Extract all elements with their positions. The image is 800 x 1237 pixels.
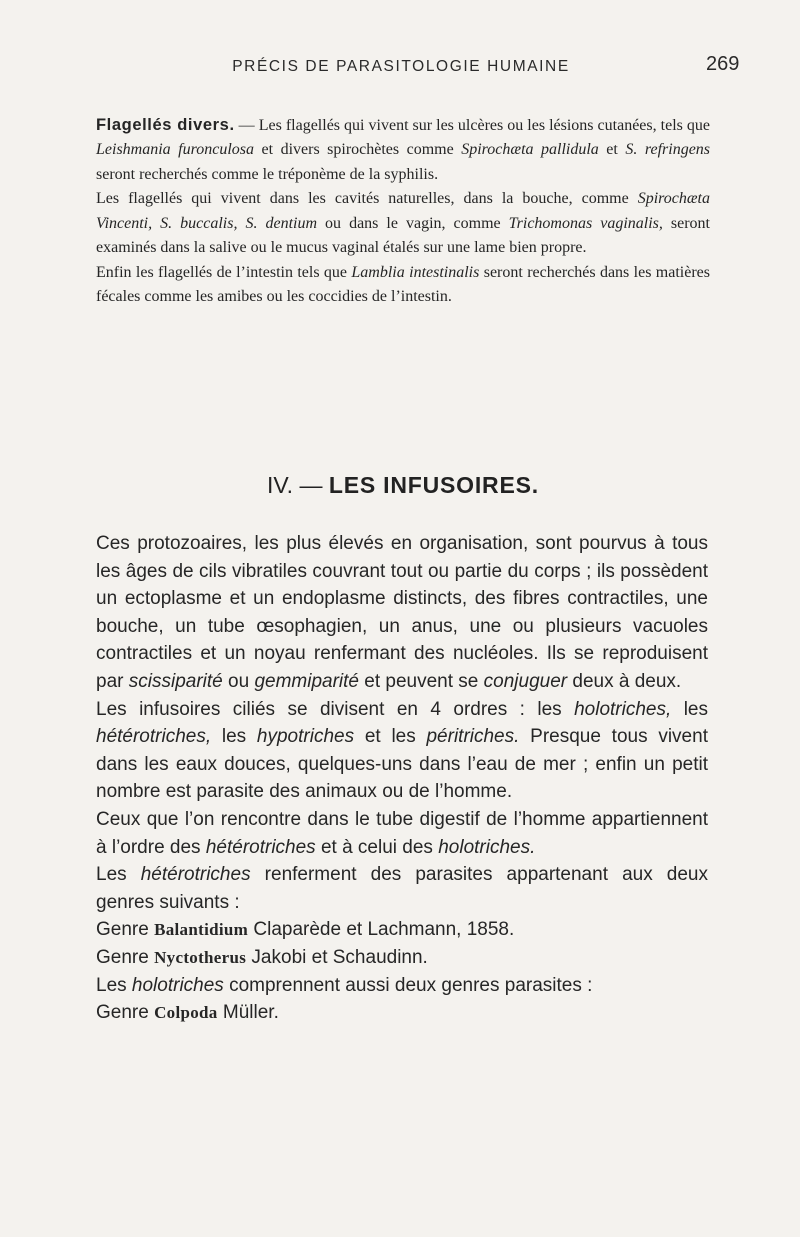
infusoires-paragraph-7: [96, 972, 708, 1000]
genus-name: Nyctotherus: [154, 947, 247, 967]
italic-term: hétérotriches: [140, 864, 251, 886]
italic-term: conjuguer: [483, 670, 568, 692]
infusoires-paragraph-4: [96, 861, 708, 916]
italic-term: hypotriches: [256, 726, 355, 748]
italic-term: Spirochæta pallidula: [461, 141, 599, 159]
page-number: 269: [706, 53, 740, 75]
italic-term: gemmiparité: [254, 670, 359, 692]
italic-term: Spirochæta Vincenti, S. buccalis, S. dentium: [96, 190, 710, 232]
italic-term: S. refringens: [625, 141, 711, 159]
text-run: seront examinés dans la salive ou le mucus vaginal étalés sur une lame bien propre.: [96, 214, 711, 257]
text-run: Les: [96, 974, 132, 996]
flagelles-paragraph-3: [96, 261, 710, 310]
text-run: Jakobi et Schaudinn.: [246, 946, 428, 968]
text-run: Presque tous vivent dans les eaux douces, quelques-uns dans l’eau de mer ; enfin un petit nombre est parasite des animaux ou de l’homme.: [96, 726, 708, 803]
italic-term: Lamblia intestinalis: [351, 263, 480, 281]
flagelles-section: [96, 113, 710, 310]
italic-term: Leishmania furonculosa: [96, 141, 255, 159]
text-run: et à celui des: [315, 836, 439, 858]
genus-name: Colpoda: [154, 1003, 218, 1023]
italic-term: hétérotriches,: [96, 726, 212, 748]
section-number: IV. —: [267, 472, 323, 498]
flagelles-paragraph-2: [96, 187, 710, 260]
text-run: Genre: [96, 1002, 155, 1024]
text-run: seront recherchés dans les matières fécales comme les amibes ou les coccidies de l’intestin.: [96, 263, 710, 306]
italic-term: scissiparité: [128, 670, 223, 692]
text-run: comprennent aussi deux genres parasites :: [223, 974, 593, 996]
text-run: ou: [222, 670, 255, 692]
running-header: PRÉCIS DE PARASITOLOGIE HUMAINE: [232, 58, 570, 75]
italic-term: péritriches.: [426, 726, 520, 748]
text-run: — Les flagellés qui vivent sur les ulcères ou les lésions cutanées, tels que: [234, 117, 711, 134]
flagelles-lead: Flagellés divers.: [96, 116, 235, 134]
text-run: et: [598, 141, 626, 159]
infusoires-paragraph-2: [96, 696, 708, 806]
text-run: Claparède et Lachmann, 1858.: [248, 919, 515, 941]
text-run: et peuvent se: [358, 670, 484, 692]
section-title: LES INFUSOIRES.: [328, 472, 539, 498]
text-run: Les flagellés qui vivent dans les cavités naturelles, dans la bouche, comme: [96, 190, 638, 208]
text-run: Les infusoires ciliés se divisent en 4 ordres : les: [96, 698, 575, 720]
text-run: ou dans le vagin, comme: [317, 214, 509, 232]
text-run: Ces protozoaires, les plus élevés en organisation, sont pourvus à tous les âges de cils vibratiles couvrant tout ou partie du corps ; ils possèdent un ectoplasme et un endoplasme distincts, des fibres contractiles, une bouche, un tube œsophagien, un anus, une ou plusieurs vacuoles contractiles et un noyau renfermant des nucléoles. Ils se reproduisent par: [96, 533, 708, 692]
genus-balantidium-line: [96, 916, 708, 944]
text-run: les: [671, 698, 708, 720]
section-heading: [0, 472, 800, 499]
text-run: Enfin les flagellés de l’intestin tels que: [96, 263, 352, 281]
infusoires-paragraph-3: [96, 806, 708, 861]
text-run: Genre: [96, 919, 155, 941]
genus-nyctotherus-line: [96, 944, 708, 972]
text-run: Ceux que l’on rencontre dans le tube digestif de l’homme appartiennent à l’ordre des: [96, 808, 708, 858]
italic-term: holotriches,: [574, 698, 672, 720]
italic-term: hétérotriches: [205, 836, 316, 858]
infusoires-paragraph-1: [96, 530, 708, 696]
flagelles-paragraph-1: [96, 113, 710, 187]
text-run: Les: [96, 864, 141, 886]
italic-term: holotriches.: [438, 836, 536, 858]
text-run: les: [211, 726, 257, 748]
genus-name: Balantidium: [154, 920, 249, 940]
text-run: renferment des parasites appartenant aux deux genres suivants :: [96, 864, 708, 913]
text-run: seront recherchés comme le tréponème de la syphilis.: [96, 165, 439, 183]
italic-term: holotriches: [131, 974, 224, 996]
italic-term: Trichomonas vaginalis,: [508, 214, 663, 232]
text-run: et les: [354, 726, 427, 748]
text-run: deux à deux.: [567, 670, 682, 692]
text-run: Müller.: [217, 1002, 279, 1024]
text-run: et divers spirochètes comme: [254, 141, 462, 159]
text-run: Genre: [96, 946, 155, 968]
infusoires-section: [96, 530, 708, 1027]
genus-colpoda-line: [96, 999, 708, 1027]
